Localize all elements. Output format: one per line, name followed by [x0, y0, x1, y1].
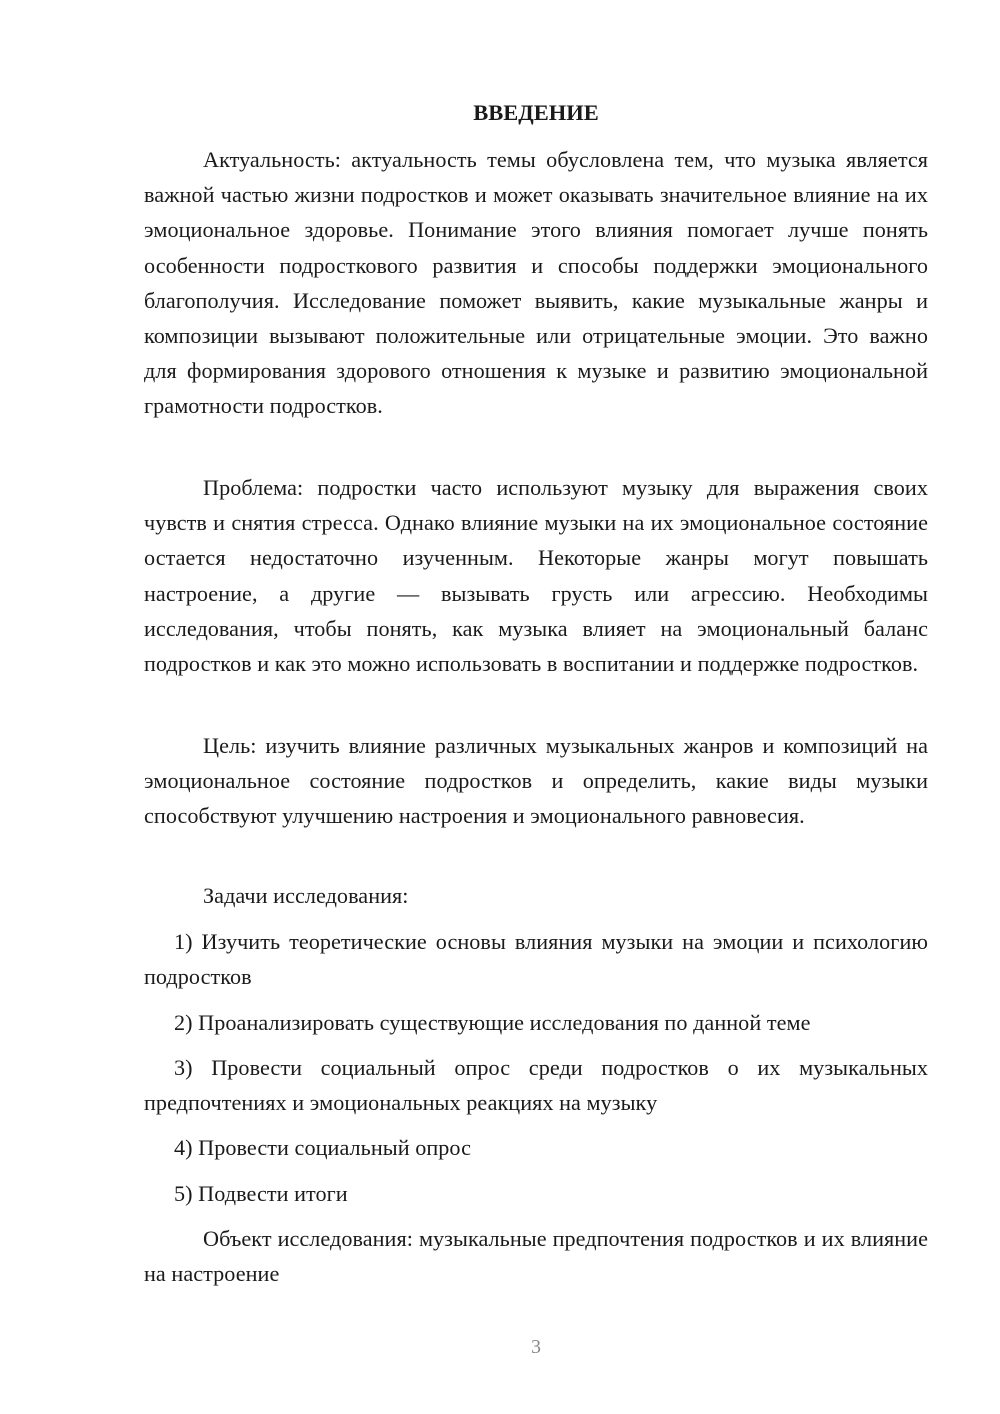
task-item-4: 4) Провести социальный опрос	[174, 1135, 472, 1160]
document-page	[144, 0, 928, 1414]
object-paragraph: Объект исследования: музыкальные предпочтения подростков и их влияние на настроение	[144, 1226, 928, 1287]
problem-paragraph: Проблема: подростки часто используют музыку для выражения своих чувств и снятия стресса. Однако влияние музыки на их эмоциональное состояние остается недостаточно изученным. Некоторые жанры могут повышать настроение, а другие — вызывать грусть или агрессию. Необходимы исследования, чтобы понять, как музыка влияет на эмоциональный баланс подростков и как это можно использовать в воспитании и поддержке подростков.	[144, 475, 928, 677]
task-item-3: 3) Провести социальный опрос среди подростков о их музыкальных предпочтениях и эмоциональных реакциях на музыку	[144, 1055, 928, 1116]
goal-paragraph: Цель: изучить влияние различных музыкальных жанров и композиций на эмоциональное состояние подростков и определить, какие виды музыки способствуют улучшению настроения и эмоционального равновесия.	[144, 733, 928, 829]
task-item-5: 5) Подвести итоги	[174, 1181, 348, 1206]
section-heading: ВВЕДЕНИЕ	[473, 100, 599, 125]
tasks-heading: Задачи исследования:	[203, 883, 409, 908]
relevance-paragraph: Актуальность: актуальность темы обусловлена тем, что музыка является важной частью жизни подростков и может оказывать значительное влияние на их эмоциональное здоровье. Понимание этого влияния помогает лучше понять особенности подросткового развития и способы поддержки эмоционального благополучия. Исследование поможет выявить, какие музыкальные жанры и композиции вызывают положительные или отрицательные эмоции. Это важно для формирования здорового отношения к музыке и развитию эмоциональной грамотности подростков.	[144, 147, 928, 419]
page-number: 3	[531, 1336, 541, 1358]
task-item-1: 1) Изучить теоретические основы влияния музыки на эмоции и психологию подростков	[144, 929, 928, 990]
task-item-2: 2) Проанализировать существующие исследования по данной теме	[174, 1010, 811, 1035]
